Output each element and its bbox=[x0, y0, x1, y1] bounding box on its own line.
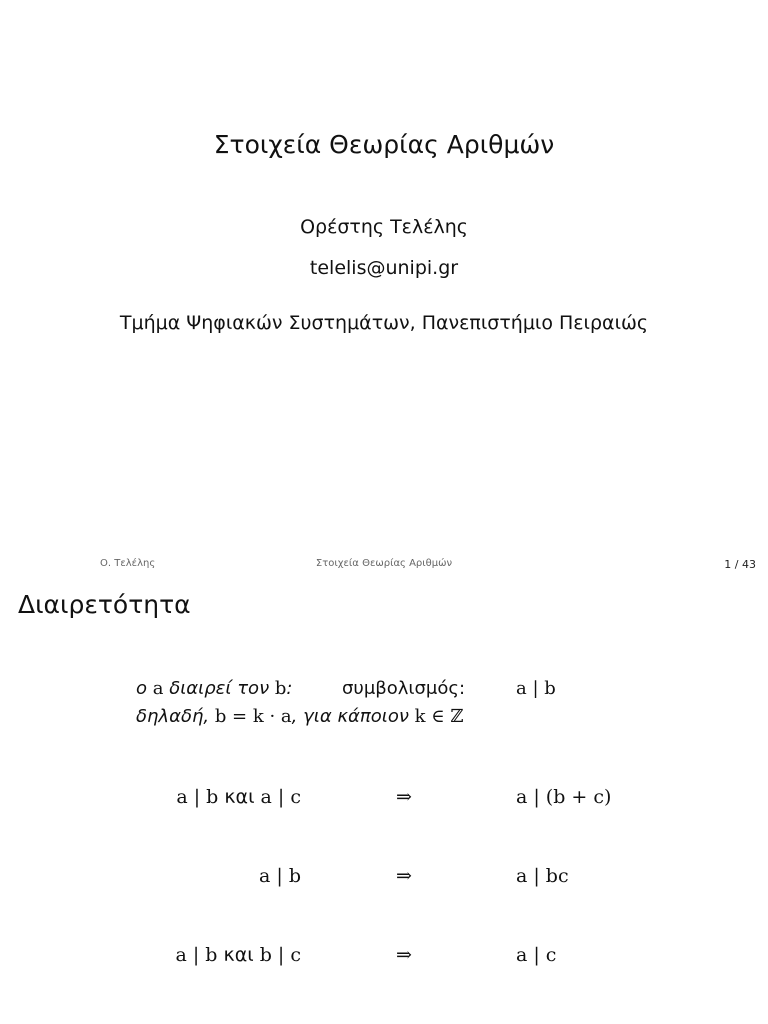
rule-and: και bbox=[218, 786, 261, 808]
def-colon: : bbox=[286, 678, 293, 699]
presentation-title: Στοιχεία Θεωρίας Αριθμών bbox=[213, 130, 555, 159]
def-prefix: ο bbox=[136, 678, 153, 699]
page-number: 1 / 43 bbox=[724, 558, 756, 571]
definition-line-1 bbox=[136, 678, 292, 699]
implies-arrow: ⇒ bbox=[396, 786, 412, 808]
definition-line-2 bbox=[136, 706, 463, 727]
footer-author: Ο. Τελέλης bbox=[100, 558, 156, 569]
def-var-b: b bbox=[274, 678, 287, 699]
implies-arrow: ⇒ bbox=[396, 944, 412, 966]
rule-lhs-a: a | b bbox=[175, 944, 218, 966]
divisibility-slide bbox=[0, 578, 768, 1024]
def2-set: k ∈ ℤ bbox=[414, 706, 464, 727]
rule-and: και bbox=[217, 944, 260, 966]
rule-lhs bbox=[259, 865, 301, 887]
implies-arrow: ⇒ bbox=[396, 865, 412, 887]
def-var-a: a bbox=[152, 678, 164, 699]
symbolism-value: a | b bbox=[516, 678, 556, 699]
rule-row bbox=[0, 865, 768, 891]
def2-equation: b = k · a bbox=[214, 706, 292, 727]
rule-lhs bbox=[175, 944, 301, 966]
rule-lhs bbox=[176, 786, 301, 808]
rule-lhs-b: a | c bbox=[260, 786, 301, 808]
def-middle: διαιρεί τον bbox=[163, 678, 275, 699]
rule-lhs-a: a | b bbox=[176, 786, 219, 808]
def2-prefix: δηλαδή, bbox=[136, 706, 215, 727]
rule-rhs: a | (b + c) bbox=[516, 786, 612, 808]
author-email: telelis@unipi.gr bbox=[309, 257, 459, 279]
rule-lhs-b: b | c bbox=[259, 944, 301, 966]
slide-heading: Διαιρετότητα bbox=[18, 590, 191, 619]
rule-rhs: a | bc bbox=[516, 865, 569, 887]
rule-lhs-a: a | b bbox=[259, 865, 301, 887]
institute-name: Τμήμα Ψηφιακών Συστημάτων, Πανεπιστήμιο Πειραιώς bbox=[119, 312, 649, 334]
symbolism-label: συμβολισμός: bbox=[342, 678, 466, 699]
rule-row bbox=[0, 944, 768, 970]
def2-middle: , για κάποιον bbox=[291, 706, 415, 727]
rule-row bbox=[0, 786, 768, 812]
author-name: Ορέστης Τελέλης bbox=[300, 216, 468, 238]
footer-title: Στοιχεία Θεωρίας Αριθμών bbox=[315, 558, 453, 569]
rule-rhs: a | c bbox=[516, 944, 557, 966]
